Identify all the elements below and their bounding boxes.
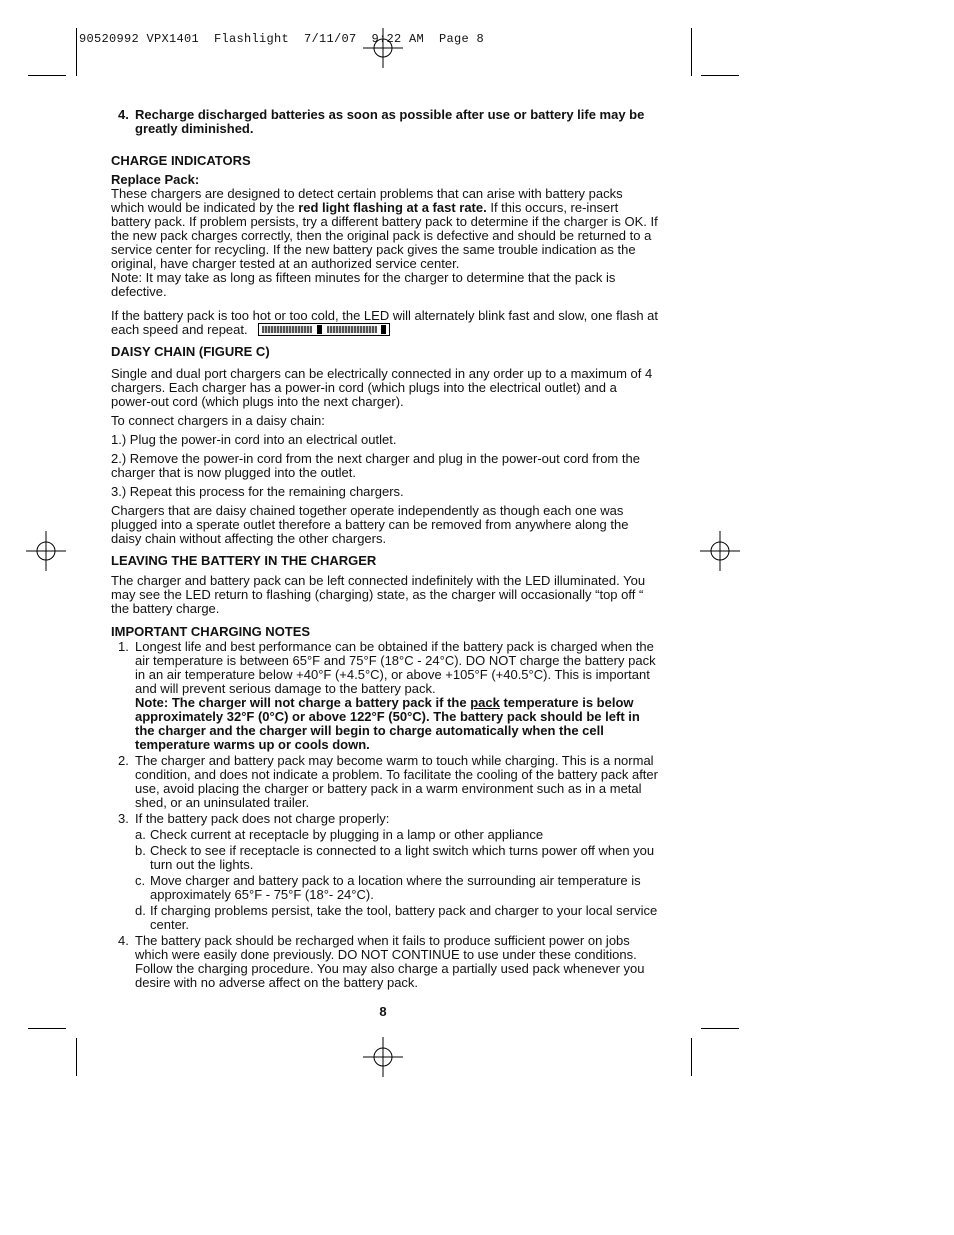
registration-mark	[363, 1037, 403, 1077]
text-span: If the battery pack is too hot or too cold, the LED will alternately blink fast and slow, one flash at each speed and repeat.	[111, 308, 659, 337]
text-span: If this occurs, re-insert battery pack. If problem persists, try a different battery pack to determine if the charger is OK. If the new pack charges correctly, then the original pack is defective and should be returned to a service center for recycling. If the new battery pack gives the same trouble indication as the original, have charger tested at an authorized service center.	[111, 200, 658, 271]
underlined-span: pack	[470, 695, 500, 711]
led-blink-pattern-graphic	[258, 323, 390, 336]
list-number: 2.	[118, 753, 129, 769]
list-text: The charger and battery pack may become warm to touch while charging. This is a normal condition, and does not indicate a problem. To facilitate the cooling of the battery pack after use, avoid placing the charger or battery pack in a warm environment such as in a metal shed, or an uninsulated trailer.	[135, 753, 658, 811]
notes-list-item	[111, 640, 659, 752]
section-heading: CHARGE INDICATORS	[111, 153, 251, 168]
sub-list-item	[111, 874, 659, 902]
paragraph: Single and dual port chargers can be electrically connected in any order up to a maximum of 4 chargers. Each charger has a power-in cord (which plugs into the electrical outlet) and a power-out cord (which plugs into the next charger).	[111, 366, 653, 410]
paragraph: Chargers that are daisy chained together operate independently as though each one was plugged into a sperate outlet therefore a battery can be removed from anywhere along the daisy chain without affecting the other chargers.	[111, 503, 629, 547]
notes-list-item	[111, 934, 659, 990]
list-text: Longest life and best performance can be obtained if the battery pack is charged when the air temperature is between 65°F and 75°F (18°C - 24°C). DO NOT charge the battery pack in an air temperature below +40°F (+4.5°C), or above +105°F (+40.5°C). This is important and will prevent serious damage to the battery pack.	[135, 639, 656, 697]
crop-mark	[691, 1038, 692, 1076]
registration-mark	[363, 28, 403, 68]
list-number: 3.	[118, 811, 129, 827]
paragraph: To connect chargers in a daisy chain:	[111, 413, 325, 429]
text-span: Note: The charger will not charge a battery pack if the	[135, 695, 471, 711]
registration-mark	[700, 531, 740, 571]
list-letter: a.	[135, 827, 146, 843]
page-number: 8	[379, 1004, 387, 1019]
list-text: Recharge discharged batteries as soon as possible after use or battery life may be greatly diminished.	[135, 107, 645, 136]
subheading: Replace Pack:	[111, 172, 200, 187]
list-text: Move charger and battery pack to a location where the surrounding air temperature is approximately 65°F - 75°F (18°- 24°C).	[150, 873, 641, 903]
crop-mark	[76, 1038, 77, 1076]
step: 1.) Plug the power-in cord into an electrical outlet.	[111, 432, 397, 448]
body-text	[111, 108, 659, 990]
text-span: temperature is below approximately 32°F (0°C) or above 122°F (50°C). The battery pack should be left in the charger and the charger will begin to charge automatically when the cell temperature warms up or cools down.	[135, 695, 640, 753]
bold-note	[135, 696, 659, 752]
page-number-row	[0, 1004, 954, 1019]
notes-list-item	[111, 754, 659, 810]
bold-span: red light flashing at a fast rate.	[298, 200, 487, 215]
sub-list-item	[111, 828, 659, 842]
sub-list-item	[111, 844, 659, 872]
crop-mark	[691, 28, 692, 76]
list-number: 4.	[118, 933, 129, 949]
step: 3.) Repeat this process for the remaining chargers.	[111, 484, 404, 500]
registration-mark	[26, 531, 66, 571]
sub-list-item	[111, 904, 659, 932]
paragraph	[111, 187, 659, 271]
list-letter: c.	[135, 873, 146, 889]
section-heading: IMPORTANT CHARGING NOTES	[111, 624, 311, 640]
printer-slug: 90520992 VPX1401 Flashlight 7/11/07 9:22 AM Page 8	[79, 32, 485, 46]
crop-mark	[28, 1028, 66, 1029]
paragraph: The charger and battery pack can be left connected indefinitely with the LED illuminated. You may see the LED return to flashing (charging) state, as the charger will occasionally “top off “ the battery charge.	[111, 573, 646, 617]
crop-mark	[76, 28, 77, 76]
paragraph	[111, 309, 659, 337]
crop-mark	[28, 75, 66, 76]
crop-mark	[701, 1028, 739, 1029]
intro-list-item	[111, 108, 659, 136]
list-text: Check current at receptacle by plugging in a lamp or other appliance	[150, 827, 544, 843]
list-number: 1.	[118, 639, 129, 655]
section-heading: LEAVING THE BATTERY IN THE CHARGER	[111, 553, 377, 569]
step: 2.) Remove the power-in cord from the next charger and plug in the power-out cord from the charger that is now plugged into the outlet.	[111, 451, 640, 481]
section-heading: DAISY CHAIN (FIGURE C)	[111, 344, 270, 360]
list-text: If the battery pack does not charge properly:	[135, 811, 390, 827]
crop-mark	[701, 75, 739, 76]
list-letter: d.	[135, 903, 146, 919]
note: Note: It may take as long as fifteen minutes for the charger to determine that the pack is defective.	[111, 270, 616, 299]
list-text: The battery pack should be recharged when it fails to produce sufficient power on jobs which were easily done previously. DO NOT CONTINUE to use under these conditions. Follow the charging procedure. You may also charge a partially used pack whenever you desire with no adverse affect on the battery pack.	[135, 933, 645, 991]
list-letter: b.	[135, 843, 146, 859]
list-number: 4.	[118, 107, 129, 122]
text-span: These chargers are designed to detect certain problems that can arise with battery packs which would be indicated by the	[111, 186, 623, 215]
list-text: Check to see if receptacle is connected to a light switch which turns power off when you turn out the lights.	[150, 843, 655, 873]
list-text: If charging problems persist, take the tool, battery pack and charger to your local service center.	[150, 903, 658, 933]
notes-list-item	[111, 812, 659, 826]
